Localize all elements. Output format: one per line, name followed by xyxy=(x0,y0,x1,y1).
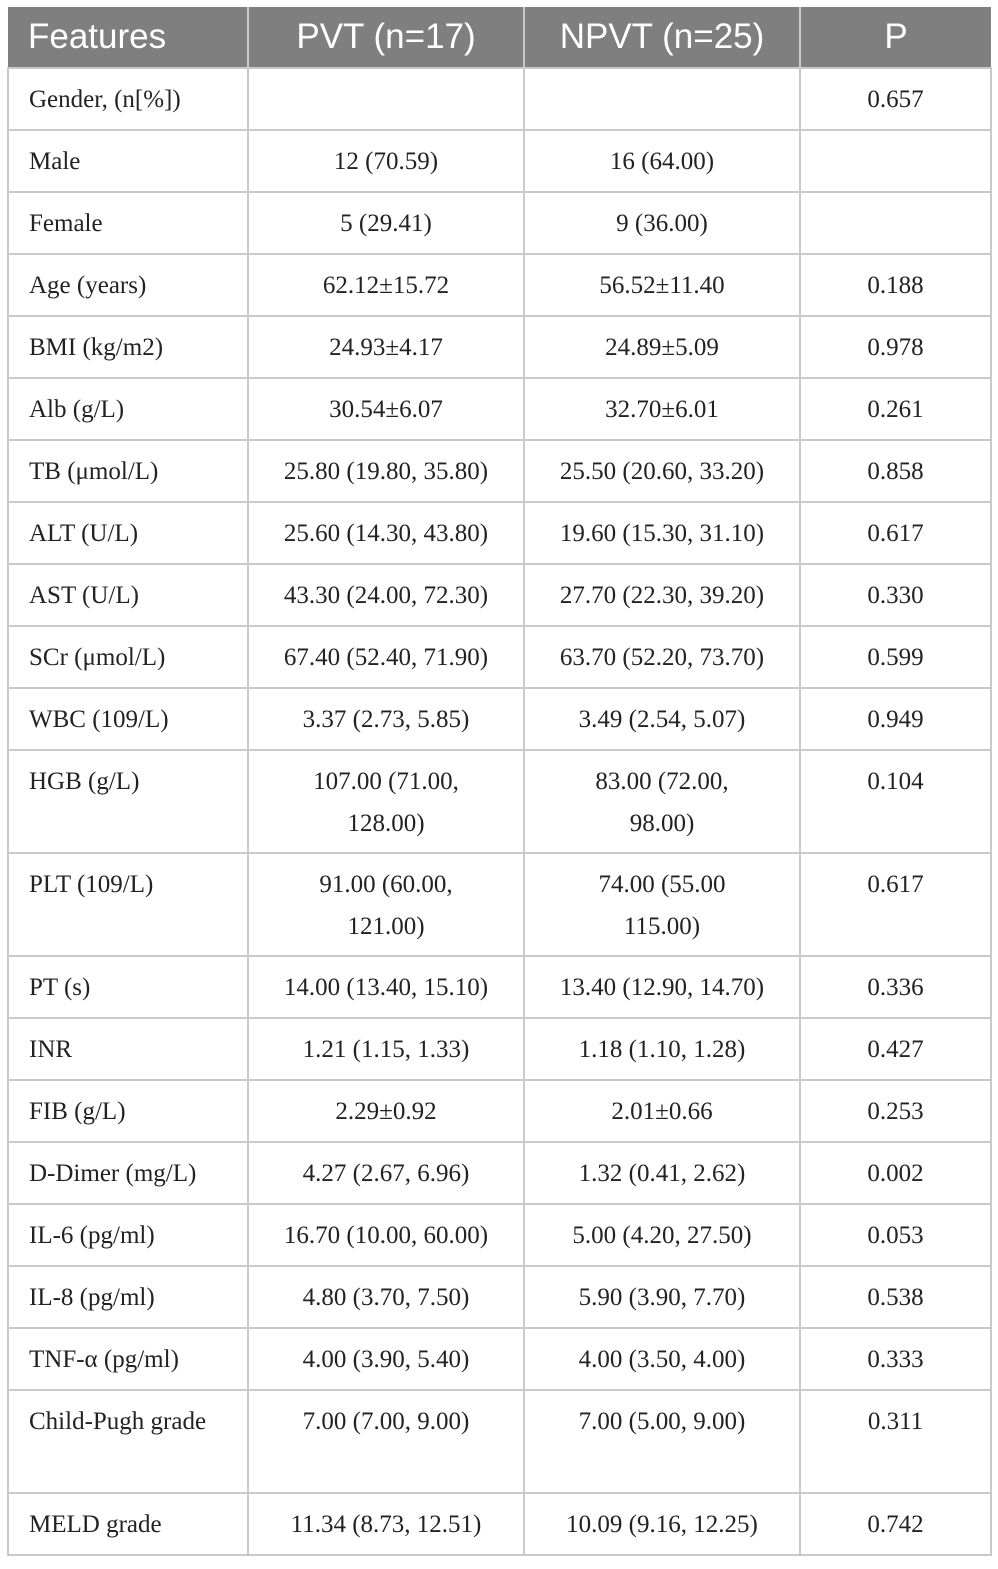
cell-npvt xyxy=(524,626,800,688)
cell-npvt xyxy=(524,1204,800,1266)
cell-p xyxy=(800,1142,991,1204)
table-row xyxy=(8,626,991,688)
cell-npvt-text: 7.00 (5.00, 9.00) xyxy=(578,1408,746,1435)
cell-p xyxy=(800,1266,991,1328)
cell-p xyxy=(800,378,991,440)
cell-pvt-text: 12 (70.59) xyxy=(333,148,439,175)
cell-npvt xyxy=(524,378,800,440)
table-row xyxy=(8,1493,991,1555)
cell-p xyxy=(800,316,991,378)
cell-pvt xyxy=(248,130,524,192)
cell-feature xyxy=(8,1493,248,1555)
cell-p xyxy=(800,564,991,626)
cell-p xyxy=(800,254,991,316)
header-npvt: NPVT (n=25) xyxy=(524,7,800,68)
cell-npvt xyxy=(524,68,800,130)
cell-feature-text: ALT (U/L) xyxy=(29,520,139,547)
header-p: P xyxy=(800,7,991,68)
cell-npvt-text: 5.00 (4.20, 27.50) xyxy=(572,1222,752,1249)
cell-pvt xyxy=(248,1204,524,1266)
cell-p xyxy=(800,1018,991,1080)
cell-feature xyxy=(8,750,248,853)
table-row xyxy=(8,853,991,956)
cell-pvt xyxy=(248,1080,524,1142)
data-table xyxy=(7,7,992,1556)
cell-p-text: 0.617 xyxy=(867,520,924,547)
cell-npvt-text: 9 (36.00) xyxy=(616,210,708,237)
cell-pvt xyxy=(248,1266,524,1328)
cell-pvt-text: 4.00 (3.90, 5.40) xyxy=(302,1346,470,1373)
cell-npvt xyxy=(524,750,800,853)
table-row xyxy=(8,1018,991,1080)
cell-feature-text: FIB (g/L) xyxy=(29,1098,126,1125)
table-row xyxy=(8,1266,991,1328)
cell-feature-text: IL-8 (pg/ml) xyxy=(29,1284,155,1311)
cell-feature-text: Alb (g/L) xyxy=(29,396,125,423)
cell-p-text: 0.599 xyxy=(867,644,924,671)
cell-npvt-text: 16 (64.00) xyxy=(609,148,715,175)
cell-pvt xyxy=(248,688,524,750)
cell-npvt-text: 13.40 (12.90, 14.70) xyxy=(559,974,765,1001)
cell-p xyxy=(800,502,991,564)
cell-feature-text: Child-Pugh grade xyxy=(29,1408,207,1435)
cell-pvt-text: 2.29±0.92 xyxy=(335,1098,437,1125)
cell-feature-text: MELD grade xyxy=(29,1511,162,1538)
cell-npvt xyxy=(524,853,800,956)
header-row xyxy=(8,7,991,68)
cell-npvt-text: 4.00 (3.50, 4.00) xyxy=(578,1346,746,1373)
cell-pvt xyxy=(248,1390,524,1493)
table-row xyxy=(8,564,991,626)
cell-feature xyxy=(8,688,248,750)
cell-feature xyxy=(8,68,248,130)
cell-feature xyxy=(8,502,248,564)
cell-pvt-text: 3.37 (2.73, 5.85) xyxy=(302,706,470,733)
cell-npvt xyxy=(524,254,800,316)
cell-pvt xyxy=(248,192,524,254)
cell-pvt xyxy=(248,502,524,564)
cell-feature-text: Female xyxy=(29,210,103,237)
cell-pvt-text: 16.70 (10.00, 60.00) xyxy=(283,1222,489,1249)
cell-npvt-text: 1.18 (1.10, 1.28) xyxy=(578,1036,746,1063)
cell-pvt-text: 25.60 (14.30, 43.80) xyxy=(283,520,489,547)
cell-pvt xyxy=(248,1142,524,1204)
cell-npvt xyxy=(524,502,800,564)
cell-feature-text: D-Dimer (mg/L) xyxy=(29,1160,197,1187)
table-row xyxy=(8,130,991,192)
cell-npvt xyxy=(524,316,800,378)
cell-feature-text: Male xyxy=(29,148,81,175)
table-row xyxy=(8,68,991,130)
cell-feature xyxy=(8,1390,248,1493)
cell-p-text: 0.427 xyxy=(867,1036,924,1063)
cell-p-text: 0.657 xyxy=(867,86,924,113)
cell-p xyxy=(800,750,991,853)
table-row xyxy=(8,1142,991,1204)
cell-p xyxy=(800,1204,991,1266)
table-row xyxy=(8,316,991,378)
cell-p xyxy=(800,1493,991,1555)
cell-npvt-text: 1.32 (0.41, 2.62) xyxy=(578,1160,746,1187)
cell-npvt-text: 10.09 (9.16, 12.25) xyxy=(566,1511,758,1538)
cell-pvt xyxy=(248,316,524,378)
cell-pvt-text: 30.54±6.07 xyxy=(329,396,443,423)
cell-feature xyxy=(8,1142,248,1204)
cell-pvt xyxy=(248,1328,524,1390)
table-row xyxy=(8,750,991,853)
cell-feature-text: AST (U/L) xyxy=(29,582,139,609)
cell-pvt-text: 14.00 (13.40, 15.10) xyxy=(283,974,489,1001)
cell-p xyxy=(800,68,991,130)
cell-npvt xyxy=(524,564,800,626)
cell-pvt xyxy=(248,564,524,626)
cell-feature-text: Age (years) xyxy=(29,272,147,299)
table-row xyxy=(8,1390,991,1493)
cell-npvt xyxy=(524,1018,800,1080)
cell-p-text: 0.188 xyxy=(867,272,924,299)
cell-pvt xyxy=(248,853,524,956)
cell-p-text: 0.949 xyxy=(867,706,924,733)
cell-p xyxy=(800,626,991,688)
cell-npvt xyxy=(524,130,800,192)
cell-p xyxy=(800,853,991,956)
cell-feature xyxy=(8,192,248,254)
cell-npvt-text: 32.70±6.01 xyxy=(605,396,719,423)
cell-npvt xyxy=(524,1266,800,1328)
cell-feature xyxy=(8,130,248,192)
cell-pvt-text: 91.00 (60.00, 121.00) xyxy=(319,871,453,940)
cell-npvt-text: 25.50 (20.60, 33.20) xyxy=(559,458,765,485)
header-pvt: PVT (n=17) xyxy=(248,7,524,68)
cell-npvt xyxy=(524,956,800,1018)
table-row xyxy=(8,192,991,254)
cell-pvt xyxy=(248,378,524,440)
cell-npvt-text: 2.01±0.66 xyxy=(611,1098,713,1125)
cell-p xyxy=(800,1328,991,1390)
cell-feature xyxy=(8,956,248,1018)
cell-npvt-text: 3.49 (2.54, 5.07) xyxy=(578,706,746,733)
cell-p xyxy=(800,192,991,254)
cell-feature-text: BMI (kg/m2) xyxy=(29,334,164,361)
cell-npvt-text: 27.70 (22.30, 39.20) xyxy=(559,582,765,609)
cell-npvt-text: 63.70 (52.20, 73.70) xyxy=(559,644,765,671)
cell-p-text: 0.538 xyxy=(867,1284,924,1311)
cell-feature-text: WBC (109/L) xyxy=(29,706,169,733)
table-row xyxy=(8,956,991,1018)
cell-feature xyxy=(8,626,248,688)
cell-npvt xyxy=(524,688,800,750)
table-row xyxy=(8,254,991,316)
cell-pvt-text: 1.21 (1.15, 1.33) xyxy=(302,1036,470,1063)
cell-feature xyxy=(8,564,248,626)
cell-p-text: 0.053 xyxy=(867,1222,924,1249)
cell-pvt-text: 67.40 (52.40, 71.90) xyxy=(283,644,489,671)
cell-feature xyxy=(8,254,248,316)
cell-npvt xyxy=(524,1493,800,1555)
cell-p-text: 0.253 xyxy=(867,1098,924,1125)
cell-pvt xyxy=(248,440,524,502)
cell-npvt-text: 83.00 (72.00, 98.00) xyxy=(595,768,729,837)
cell-feature xyxy=(8,853,248,956)
table-row xyxy=(8,1328,991,1390)
cell-feature-text: HGB (g/L) xyxy=(29,768,140,795)
cell-pvt xyxy=(248,254,524,316)
cell-pvt-text: 24.93±4.17 xyxy=(329,334,443,361)
table-row xyxy=(8,378,991,440)
cell-npvt xyxy=(524,1142,800,1204)
cell-feature xyxy=(8,1204,248,1266)
cell-feature-text: TB (μmol/L) xyxy=(29,458,159,485)
cell-feature-text: SCr (μmol/L) xyxy=(29,644,166,671)
cell-p-text: 0.742 xyxy=(867,1511,924,1538)
cell-pvt-text: 5 (29.41) xyxy=(340,210,432,237)
cell-feature xyxy=(8,316,248,378)
cell-feature xyxy=(8,1266,248,1328)
table-row xyxy=(8,688,991,750)
cell-p-text: 0.002 xyxy=(867,1160,924,1187)
cell-pvt-text: 25.80 (19.80, 35.80) xyxy=(283,458,489,485)
cell-pvt xyxy=(248,626,524,688)
header-features: Features xyxy=(8,7,248,68)
cell-p xyxy=(800,956,991,1018)
cell-p xyxy=(800,688,991,750)
table-row xyxy=(8,1204,991,1266)
cell-pvt-text: 4.80 (3.70, 7.50) xyxy=(302,1284,470,1311)
cell-npvt-text: 56.52±11.40 xyxy=(599,272,725,299)
cell-p-text: 0.333 xyxy=(867,1346,924,1373)
cell-pvt xyxy=(248,956,524,1018)
cell-feature-text: PLT (109/L) xyxy=(29,871,154,898)
cell-npvt-text: 24.89±5.09 xyxy=(605,334,719,361)
cell-p xyxy=(800,440,991,502)
table-row xyxy=(8,1080,991,1142)
cell-p xyxy=(800,1390,991,1493)
cell-pvt xyxy=(248,68,524,130)
cell-p-text: 0.104 xyxy=(867,768,924,795)
cell-feature-text: PT (s) xyxy=(29,974,91,1001)
cell-pvt-text: 107.00 (71.00, 128.00) xyxy=(313,768,459,837)
cell-feature-text: Gender, (n[%]) xyxy=(29,86,181,113)
cell-pvt-text: 62.12±15.72 xyxy=(322,272,450,299)
cell-npvt xyxy=(524,1080,800,1142)
cell-feature-text: IL-6 (pg/ml) xyxy=(29,1222,155,1249)
cell-npvt xyxy=(524,1390,800,1493)
cell-npvt-text: 5.90 (3.90, 7.70) xyxy=(578,1284,746,1311)
table-row xyxy=(8,502,991,564)
cell-feature xyxy=(8,1018,248,1080)
table-row xyxy=(8,440,991,502)
cell-p xyxy=(800,1080,991,1142)
cell-npvt-text: 74.00 (55.00 115.00) xyxy=(598,871,726,940)
cell-npvt xyxy=(524,192,800,254)
cell-npvt xyxy=(524,1328,800,1390)
cell-p-text: 0.330 xyxy=(867,582,924,609)
cell-p-text: 0.336 xyxy=(867,974,924,1001)
cell-p xyxy=(800,130,991,192)
cell-p-text: 0.978 xyxy=(867,334,924,361)
cell-pvt xyxy=(248,1018,524,1080)
cell-p-text: 0.858 xyxy=(867,458,924,485)
cell-feature-text: TNF-α (pg/ml) xyxy=(29,1346,179,1373)
cell-pvt-text: 7.00 (7.00, 9.00) xyxy=(302,1408,470,1435)
cell-pvt-text: 11.34 (8.73, 12.51) xyxy=(290,1511,482,1538)
cell-feature xyxy=(8,1328,248,1390)
cell-p-text: 0.617 xyxy=(867,871,924,898)
cell-feature xyxy=(8,440,248,502)
cell-pvt-text: 4.27 (2.67, 6.96) xyxy=(302,1160,470,1187)
cell-feature-text: INR xyxy=(29,1036,73,1063)
cell-p-text: 0.261 xyxy=(867,396,924,423)
cell-npvt-text: 19.60 (15.30, 31.10) xyxy=(559,520,765,547)
cell-feature xyxy=(8,1080,248,1142)
cell-pvt xyxy=(248,1493,524,1555)
cell-npvt xyxy=(524,440,800,502)
cell-feature xyxy=(8,378,248,440)
cell-pvt-text: 43.30 (24.00, 72.30) xyxy=(283,582,489,609)
cell-pvt xyxy=(248,750,524,853)
cell-p-text: 0.311 xyxy=(867,1408,924,1435)
